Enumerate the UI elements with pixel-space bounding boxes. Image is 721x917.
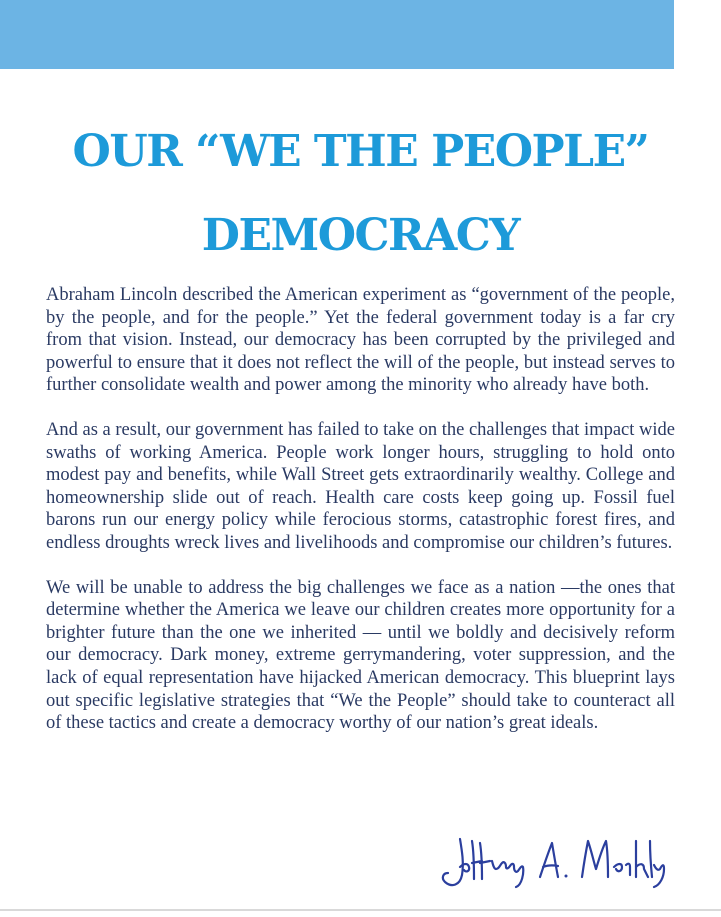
title-line-1: OUR “WE THE PEOPLE”	[72, 126, 649, 177]
paragraph-3: We will be unable to address the big challenges we face as a nation —the ones that determine whether the America we leave our children creates more opportunity for a brighter future than the one we inherited — until we boldly and decisively reform our democracy. Dark money, extreme gerrymandering, voter suppression, and the lack of equal representation have hijacked American democracy. This blueprint lays out specific legislative strategies that “We the People” should take to counteract all of these tactics and create a democracy worthy of our nation’s great ideals.	[46, 577, 675, 734]
page-title	[30, 110, 691, 279]
paragraph-1: Abraham Lincoln described the American experiment as “government of the people, by the people, and for the people.” Yet the federal government today is a far cry from that vision. Instead, our democracy has been corrupted by the privileged and powerful to ensure that it does not reflect the will of the people, but instead serves to further consolidate wealth and power among the minority who already have both.	[46, 285, 675, 396]
header-band	[0, 0, 674, 69]
paragraph-2: And as a result, our government has failed to take on the challenges that impact wide swaths of working America. People work longer hours, struggling to hold onto modest pay and benefits, while Wall Street gets extraordinarily wealthy. College and homeownership slide out of reach. Health care costs keep going up. Fossil fuel barons run our energy policy while ferocious storms, catastrophic forest fires, and endless droughts wreck lives and livelihoods and compromise our children’s futures.	[46, 419, 675, 553]
signature-stroke-j	[443, 839, 463, 885]
title-line-2: DEMOCRACY	[201, 210, 520, 262]
body-text	[46, 284, 675, 757]
signature-stroke-effrey	[460, 841, 523, 887]
footer-divider	[0, 909, 721, 911]
signature-dot	[565, 875, 568, 878]
signature	[438, 833, 666, 891]
signature-stroke-a	[540, 843, 558, 877]
signature-stroke-merkley	[582, 841, 664, 887]
